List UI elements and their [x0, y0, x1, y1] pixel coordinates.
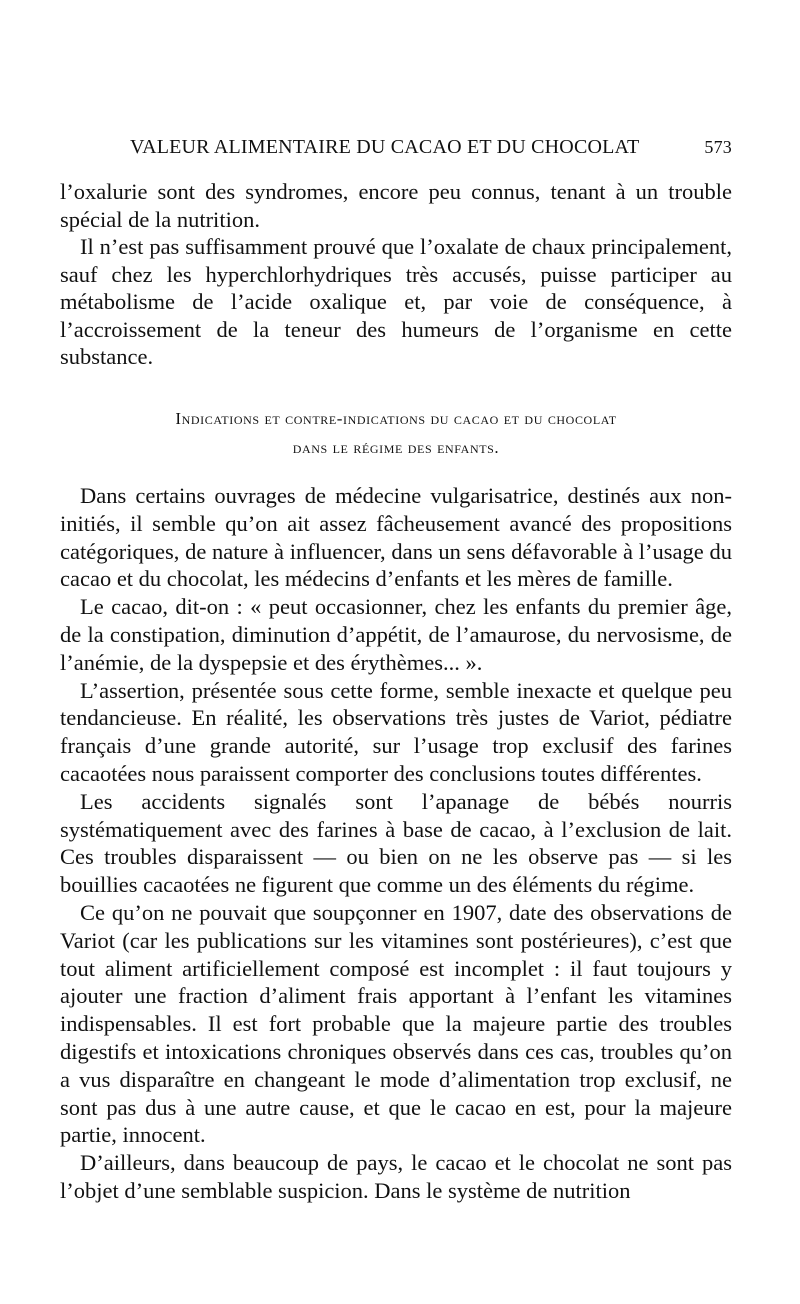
paragraph: L’assertion, présentée sous cette forme, semble inexacte et quelque peu tendancieuse. En réalité, les observations très justes de Variot, pédiatre français d’une grande autorité, sur l’usage trop exclusif des farines cacaotées nous paraissent comporter des conclusions toutes différentes.: [60, 677, 732, 786]
running-title: VALEUR ALIMENTAIRE DU CACAO ET DU CHOCOLAT: [130, 136, 640, 158]
paragraph: D’ailleurs, dans beaucoup de pays, le cacao et le chocolat ne sont pas l’objet d’une semblable suspicion. Dans le système de nutrition: [60, 1150, 732, 1203]
paragraph: l’oxalurie sont des syndromes, encore peu connus, tenant à un trouble spécial de la nutrition.: [60, 179, 732, 232]
paragraph: Il n’est pas suffisamment prouvé que l’oxalate de chaux principalement, sauf chez les hyperchlorhydriques très accusés, puisse participer au métabolisme de l’acide oxalique et, par voie de conséquence, à l’accroissement de la teneur des humeurs de l’organisme en cette substance.: [60, 234, 732, 369]
paragraph: Ce qu’on ne pouvait que soupçonner en 1907, date des observations de Variot (car les publications sur les vitamines sont postérieures), c’est que tout aliment artificiellement composé est incomplet : il faut toujours y ajouter une fraction d’aliment frais apportant à l’enfant les vitamines indispensables. Il est fort probable que la majeure partie des troubles digestifs et intoxications chroniques observés dans ces cas, troubles qu’on a vus disparaître en changeant le mode d’alimentation trop exclusif, ne sont pas dus à une autre cause, et que le cacao en est, pour la majeure partie, innocent.: [60, 899, 732, 1148]
section-heading: [60, 404, 732, 462]
paragraph: Le cacao, dit-on : « peut occasionner, chez les enfants du premier âge, de la constipation, diminution d’appétit, de l’amaurose, du nervosisme, de l’anémie, de la dyspepsie et des érythèmes... ».: [60, 594, 732, 675]
running-head: [130, 136, 732, 159]
page-number: 573: [704, 137, 732, 157]
section-1-text: [60, 178, 732, 371]
section-heading-line-1: Indications et contre-indications du cacao et du chocolat: [175, 409, 617, 428]
section-heading-line-2: dans le régime des enfants.: [292, 438, 500, 457]
paragraph: Dans certains ouvrages de médecine vulgarisatrice, destinés aux non-initiés, il semble qu’on ait assez fâcheusement avancé des propositions catégoriques, de nature à influencer, dans un sens défavorable à l’usage du cacao et du chocolat, les médecins d’enfants et les mères de famille.: [60, 483, 732, 592]
paragraph: Les accidents signalés sont l’apanage de bébés nourris systématiquement avec des farines à base de cacao, à l’exclusion de lait. Ces troubles disparaissent — ou bien on ne les observe pas — si les bouillies cacaotées ne figurent que comme un des éléments du régime.: [60, 788, 732, 898]
section-2-text: [60, 482, 732, 1205]
